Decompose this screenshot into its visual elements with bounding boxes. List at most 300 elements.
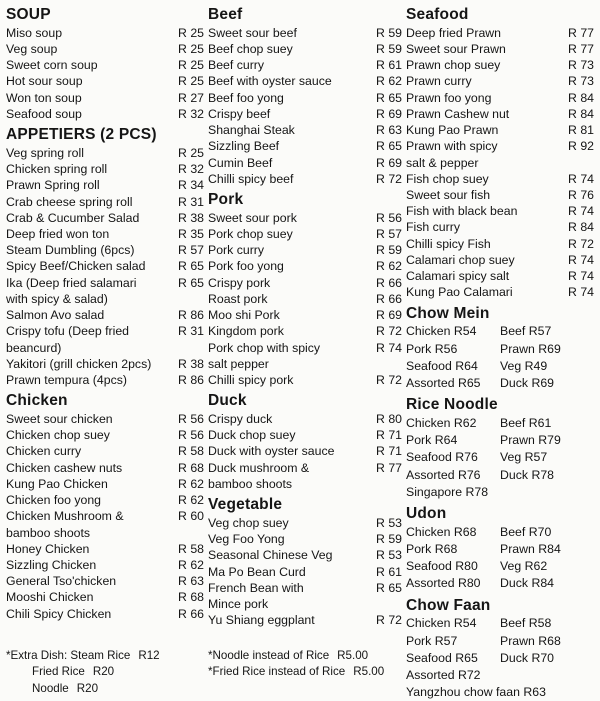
menu-item[interactable] xyxy=(208,612,402,628)
item-price: R 31 xyxy=(178,194,204,209)
item-price: R65 xyxy=(455,650,478,665)
menu-item[interactable] xyxy=(406,41,594,57)
item-name: Chicken chop suey xyxy=(6,428,110,443)
item-name: Veg spring roll xyxy=(6,145,84,160)
menu-item[interactable] xyxy=(6,226,204,242)
menu-item[interactable] xyxy=(6,323,204,339)
item-name: Chilli spicy beef xyxy=(208,171,294,186)
item-name: Duck xyxy=(500,467,529,482)
menu-item[interactable] xyxy=(406,236,594,252)
menu-item-row[interactable] xyxy=(406,358,594,375)
item-name: Pork chop with spicy xyxy=(208,340,321,355)
menu-item[interactable] xyxy=(406,268,594,284)
menu-item[interactable] xyxy=(406,575,500,592)
menu-section xyxy=(406,305,594,393)
menu-item[interactable] xyxy=(500,358,594,375)
menu-item[interactable] xyxy=(406,415,500,432)
menu-section xyxy=(406,505,594,593)
item-name: Pork curry xyxy=(208,243,265,258)
menu-item[interactable] xyxy=(500,615,594,632)
item-name: Ika (Deep fried salamari xyxy=(6,275,137,290)
item-price: R 66 xyxy=(376,291,402,306)
item-price: R 72 xyxy=(376,373,402,387)
item-price: R 57 xyxy=(376,227,402,242)
menu-section xyxy=(406,6,594,301)
menu-item[interactable] xyxy=(208,171,402,187)
menu-item[interactable] xyxy=(406,25,594,41)
item-name: Yangzhou chow faan xyxy=(406,685,520,700)
item-name: Won ton soup xyxy=(6,90,82,105)
item-name: French Bean with xyxy=(208,580,304,595)
menu-column-middle xyxy=(208,6,406,701)
menu-item[interactable] xyxy=(500,341,594,358)
menu-item[interactable] xyxy=(500,449,594,466)
item-price: R 60 xyxy=(178,509,204,524)
menu-item[interactable] xyxy=(208,90,402,106)
item-price: R 65 xyxy=(376,580,402,595)
item-name: Prawn xyxy=(500,633,535,648)
item-price: R 63 xyxy=(178,574,204,589)
item-name: Crab cheese spring roll xyxy=(6,194,133,209)
item-price: R 71 xyxy=(376,428,402,443)
item-price: R 62 xyxy=(376,74,402,89)
item-name: Veg soup xyxy=(6,42,58,57)
item-name: Chilli spicy Fish xyxy=(406,236,491,251)
menu-item[interactable] xyxy=(406,219,594,235)
item-price: R 38 xyxy=(178,210,204,225)
item-name: Chicken xyxy=(406,616,451,631)
menu-item-row[interactable] xyxy=(406,449,594,466)
item-name: Sweet sour beef xyxy=(208,25,297,40)
item-name: Duck xyxy=(500,375,529,390)
item-price: R 53 xyxy=(376,548,402,563)
menu-item[interactable] xyxy=(208,122,402,138)
item-price: R 65 xyxy=(178,259,204,274)
item-name: Prawn Spring roll xyxy=(6,178,100,193)
menu-item[interactable] xyxy=(208,372,402,388)
menu-item[interactable] xyxy=(208,515,402,531)
item-price: R 68 xyxy=(178,460,204,475)
menu-item[interactable] xyxy=(208,411,402,427)
item-name: Veg chop suey xyxy=(208,515,289,530)
menu-item[interactable] xyxy=(500,541,594,558)
menu-item[interactable] xyxy=(6,161,204,177)
menu-item-continuation xyxy=(208,356,402,372)
item-price: R57 xyxy=(434,633,458,648)
item-name: Beef xyxy=(500,415,526,430)
menu-item[interactable] xyxy=(406,358,500,375)
item-price: R79 xyxy=(538,433,561,448)
section-title: Beef xyxy=(208,6,243,23)
menu-item[interactable] xyxy=(406,57,594,73)
menu-item[interactable] xyxy=(406,171,594,187)
section-title: Pork xyxy=(208,191,244,208)
menu-item[interactable] xyxy=(500,375,594,392)
menu-item[interactable] xyxy=(406,541,500,558)
item-name: Crispy duck xyxy=(208,412,273,427)
menu-item[interactable] xyxy=(208,41,402,57)
item-name: Pork xyxy=(406,433,432,448)
item-name: Prawn with spicy xyxy=(406,139,498,154)
menu-item[interactable] xyxy=(208,564,402,580)
menu-item[interactable] xyxy=(6,194,204,210)
item-price: R78 xyxy=(531,467,555,482)
item-price: R65 xyxy=(457,375,481,390)
section-title: Seafood xyxy=(406,6,469,23)
footer-price: R20 xyxy=(92,665,115,679)
menu-item[interactable] xyxy=(208,580,402,596)
menu-section xyxy=(6,6,204,122)
item-price: R58 xyxy=(528,616,552,631)
section-title: Chicken xyxy=(6,392,68,410)
item-name: Chicken curry xyxy=(6,444,82,459)
menu-item[interactable] xyxy=(6,427,204,443)
menu-item[interactable] xyxy=(406,524,500,541)
item-name: Mooshi Chicken xyxy=(6,590,94,605)
item-price: R57 xyxy=(528,324,552,339)
section-title: APPETIERS (2 PCS) xyxy=(6,126,157,144)
item-price: R 74 xyxy=(568,269,594,284)
item-name: Beef chop suey xyxy=(208,42,293,57)
item-name: Seafood soup xyxy=(6,106,82,121)
menu-item[interactable] xyxy=(6,41,204,57)
menu-item[interactable] xyxy=(208,531,402,547)
menu-item[interactable] xyxy=(6,242,204,258)
menu-item-row[interactable] xyxy=(406,341,594,358)
item-name: Seafood xyxy=(406,450,452,465)
menu-item[interactable] xyxy=(6,589,204,605)
menu-item[interactable] xyxy=(406,449,500,466)
item-price: R 25 xyxy=(178,74,204,89)
item-name: Deep fried won ton xyxy=(6,227,110,242)
item-name: Prawn xyxy=(500,542,535,556)
menu-item[interactable] xyxy=(406,615,500,632)
menu-section xyxy=(406,396,594,501)
menu-item[interactable] xyxy=(406,122,594,138)
menu-item-row[interactable] xyxy=(406,484,594,501)
footer-spacer xyxy=(408,648,594,698)
item-name: Kung Pao Calamari xyxy=(406,285,513,300)
section-title: Rice Noodle xyxy=(406,396,498,414)
footer-note xyxy=(6,664,208,681)
menu-item[interactable] xyxy=(208,427,402,443)
item-name: Sweet sour fish xyxy=(406,188,491,202)
menu-item[interactable] xyxy=(208,258,402,274)
item-price: R84 xyxy=(538,542,561,556)
item-price: R 56 xyxy=(376,210,402,225)
menu-item-continuation xyxy=(208,476,402,492)
item-name: Miso soup xyxy=(6,25,63,40)
item-name: Assorted xyxy=(406,668,455,683)
item-price: R 84 xyxy=(568,106,594,121)
menu-item[interactable] xyxy=(406,203,594,219)
menu-item-row[interactable] xyxy=(406,541,594,558)
item-price: R 62 xyxy=(376,259,402,274)
item-price: R 59 xyxy=(376,25,402,40)
item-price: R 65 xyxy=(376,90,402,105)
menu-item[interactable] xyxy=(208,73,402,89)
menu-item[interactable] xyxy=(406,323,500,340)
item-price: R 56 xyxy=(178,412,204,427)
item-name: Calamari chop suey xyxy=(406,252,515,267)
item-price: R70 xyxy=(531,650,555,665)
menu-item[interactable] xyxy=(6,90,204,106)
item-price: R 77 xyxy=(376,460,402,475)
menu-item-continuation xyxy=(208,596,402,612)
menu-item[interactable] xyxy=(6,258,204,274)
menu-section xyxy=(208,191,402,388)
menu-item[interactable] xyxy=(6,476,204,492)
menu-item[interactable] xyxy=(6,145,204,161)
item-price: R84 xyxy=(531,576,555,591)
footer-price: R20 xyxy=(76,682,99,696)
menu-item-row[interactable] xyxy=(406,415,594,432)
menu-item-row[interactable] xyxy=(406,432,594,449)
item-price: R 27 xyxy=(178,90,204,105)
menu-item-row[interactable] xyxy=(406,375,594,392)
footer-price: R5.00 xyxy=(337,648,369,662)
menu-columns xyxy=(6,6,594,701)
item-price: R 86 xyxy=(178,373,204,387)
item-price: R54 xyxy=(453,324,477,339)
footer-columns xyxy=(6,648,594,698)
item-price: R68 xyxy=(434,542,458,556)
menu-item[interactable] xyxy=(500,558,594,575)
item-price: R 76 xyxy=(568,188,594,202)
item-price: R64 xyxy=(434,433,458,448)
menu-item[interactable] xyxy=(208,210,402,226)
item-price: R 63 xyxy=(376,123,402,138)
item-price: R 59 xyxy=(376,243,402,258)
menu-item-row[interactable] xyxy=(406,575,594,592)
menu-item[interactable] xyxy=(6,541,204,557)
item-name: Kung Pao Prawn xyxy=(406,123,499,138)
item-price: R 81 xyxy=(568,123,594,138)
menu-item[interactable] xyxy=(6,573,204,589)
item-price: R 66 xyxy=(376,275,402,290)
item-name: Chilli spicy pork xyxy=(208,373,294,387)
item-price: R57 xyxy=(524,450,548,465)
item-price: R 68 xyxy=(178,590,204,605)
menu-item[interactable] xyxy=(6,411,204,427)
item-price: R 34 xyxy=(178,178,204,193)
menu-item[interactable] xyxy=(406,375,500,392)
menu-item[interactable] xyxy=(208,226,402,242)
menu-item[interactable] xyxy=(500,415,594,432)
item-price: R 65 xyxy=(376,139,402,154)
menu-item[interactable] xyxy=(208,323,402,339)
menu-item-continuation xyxy=(6,340,204,356)
menu-item[interactable] xyxy=(406,284,594,300)
menu-item[interactable] xyxy=(208,291,402,307)
item-name: Beef curry xyxy=(208,58,265,73)
menu-item[interactable] xyxy=(208,443,402,459)
item-price: R 25 xyxy=(178,42,204,57)
item-name: Roast pork xyxy=(208,291,268,306)
menu-item[interactable] xyxy=(208,460,402,476)
item-name: Sizzling Chicken xyxy=(6,558,97,572)
menu-item[interactable] xyxy=(500,467,594,484)
menu-item[interactable] xyxy=(500,432,594,449)
item-name: Crispy tofu (Deep fried xyxy=(6,324,130,339)
item-price: R78 xyxy=(465,484,489,499)
menu-item[interactable] xyxy=(6,177,204,193)
menu-item[interactable] xyxy=(6,275,204,291)
item-price: R 69 xyxy=(376,155,402,170)
menu-item[interactable] xyxy=(208,340,402,356)
menu-item[interactable] xyxy=(406,138,594,154)
item-name: beancurd) xyxy=(6,340,62,355)
item-price: R 38 xyxy=(178,356,204,371)
item-price: R 80 xyxy=(376,412,402,427)
item-name: Sweet sour Prawn xyxy=(406,42,506,57)
menu-item[interactable] xyxy=(406,187,594,203)
item-name: Steam Dumbling (6pcs) xyxy=(6,243,135,258)
menu-item[interactable] xyxy=(6,606,204,622)
item-price: R 72 xyxy=(376,171,402,186)
item-price: R 73 xyxy=(568,58,594,73)
item-price: R 58 xyxy=(178,444,204,459)
menu-item-continuation xyxy=(6,291,204,307)
item-price: R 32 xyxy=(178,162,204,177)
section-title: Chow Mein xyxy=(406,304,490,322)
item-price: R 92 xyxy=(568,139,594,154)
menu-item[interactable] xyxy=(406,106,594,122)
menu-item[interactable] xyxy=(406,484,594,501)
menu-item[interactable] xyxy=(208,547,402,563)
menu-section xyxy=(208,496,402,628)
item-name: Duck with oyster sauce xyxy=(208,444,335,459)
item-price: R 25 xyxy=(178,58,204,73)
item-price: R 53 xyxy=(376,515,402,530)
item-name: Beef foo yong xyxy=(208,90,284,105)
item-name: with spicy & salad) xyxy=(6,291,108,306)
item-name: Sweet corn soup xyxy=(6,58,98,73)
item-price: R 59 xyxy=(376,42,402,57)
item-name: Crispy pork xyxy=(208,275,271,290)
menu-item[interactable] xyxy=(500,524,594,541)
item-price: R 74 xyxy=(568,285,594,300)
item-name: Shanghai Steak xyxy=(208,123,295,138)
menu-item-row[interactable] xyxy=(406,323,594,340)
menu-column-left xyxy=(6,6,208,701)
item-price: R 72 xyxy=(568,236,594,251)
item-name: Pork xyxy=(406,542,432,556)
item-name: Prawn tempura (4pcs) xyxy=(6,373,127,387)
item-name: Deep fried Prawn xyxy=(406,25,502,40)
item-name: Prawn chop suey xyxy=(406,58,501,73)
menu-item[interactable] xyxy=(500,575,594,592)
menu-section xyxy=(6,392,204,622)
item-name: salt pepper xyxy=(208,356,269,371)
item-name: Crab & Cucumber Salad xyxy=(6,210,140,225)
item-name: Veg xyxy=(500,559,522,574)
menu-item[interactable] xyxy=(208,242,402,258)
item-name: Chicken spring roll xyxy=(6,162,108,177)
item-name: salt & pepper xyxy=(406,155,479,170)
menu-item[interactable] xyxy=(6,73,204,89)
menu-item[interactable] xyxy=(406,90,594,106)
item-price: R 74 xyxy=(568,171,594,186)
item-name: Chicken Mushroom & xyxy=(6,509,124,524)
menu-item[interactable] xyxy=(406,341,500,358)
item-price: R 65 xyxy=(178,275,204,290)
item-price: R62 xyxy=(524,559,548,574)
menu-item[interactable] xyxy=(6,57,204,73)
item-price: R 32 xyxy=(178,106,204,121)
footer-label: *Extra Dish: Steam Rice xyxy=(6,648,131,662)
item-name: General Tso'chicken xyxy=(6,574,117,589)
menu-item[interactable] xyxy=(406,73,594,89)
menu-item-row[interactable] xyxy=(406,467,594,484)
menu-item-row[interactable] xyxy=(406,558,594,575)
item-price: R 62 xyxy=(178,476,204,491)
menu-item[interactable] xyxy=(6,460,204,476)
item-name: Honey Chicken xyxy=(6,541,90,556)
item-price: R 69 xyxy=(376,106,402,121)
item-price: R 62 xyxy=(178,493,204,508)
menu-item[interactable] xyxy=(208,106,402,122)
item-name: Ma Po Bean Curd xyxy=(208,564,306,579)
footer-note xyxy=(6,681,208,698)
menu-item[interactable] xyxy=(6,25,204,41)
menu-item[interactable] xyxy=(208,307,402,323)
menu-item[interactable] xyxy=(6,508,204,524)
menu-item[interactable] xyxy=(406,467,500,484)
footer-price: R12 xyxy=(138,648,160,662)
menu-section xyxy=(208,6,402,187)
menu-item-row[interactable] xyxy=(406,615,594,632)
menu-item[interactable] xyxy=(6,210,204,226)
item-price: R49 xyxy=(524,358,548,373)
menu-item[interactable] xyxy=(6,557,204,573)
menu-item[interactable] xyxy=(6,356,204,372)
item-name: Seafood xyxy=(406,559,452,574)
menu-item[interactable] xyxy=(208,25,402,41)
menu-item[interactable] xyxy=(208,275,402,291)
item-name: Fish chop suey xyxy=(406,171,489,186)
item-name: Duck chop suey xyxy=(208,428,296,443)
menu-item[interactable] xyxy=(6,443,204,459)
footer-label: *Fried Rice instead of Rice xyxy=(208,665,346,679)
item-price: R 71 xyxy=(376,444,402,459)
menu-item[interactable] xyxy=(406,252,594,268)
menu-item-row[interactable] xyxy=(406,524,594,541)
item-name: Moo shi Pork xyxy=(208,308,280,323)
item-name: Mince pork xyxy=(208,597,269,612)
menu-item[interactable] xyxy=(6,307,204,323)
section-title: Udon xyxy=(406,504,447,522)
item-name: Chicken xyxy=(406,324,451,339)
item-name: Beef with oyster sauce xyxy=(208,74,332,89)
item-name: Beef xyxy=(500,524,526,539)
item-name: Chicken cashew nuts xyxy=(6,460,123,475)
menu-item[interactable] xyxy=(208,57,402,73)
menu-item[interactable] xyxy=(6,106,204,122)
menu-item[interactable] xyxy=(6,492,204,508)
menu-item[interactable] xyxy=(6,372,204,388)
item-name: Duck mushroom & xyxy=(208,460,310,475)
menu-item[interactable] xyxy=(500,323,594,340)
item-price: R62 xyxy=(453,415,477,430)
menu-item[interactable] xyxy=(208,155,402,171)
menu-item[interactable] xyxy=(406,432,500,449)
menu-item[interactable] xyxy=(406,558,500,575)
item-price: R63 xyxy=(523,685,546,700)
menu-item[interactable] xyxy=(208,138,402,154)
item-price: R69 xyxy=(531,375,555,390)
item-price: R 77 xyxy=(568,42,594,57)
